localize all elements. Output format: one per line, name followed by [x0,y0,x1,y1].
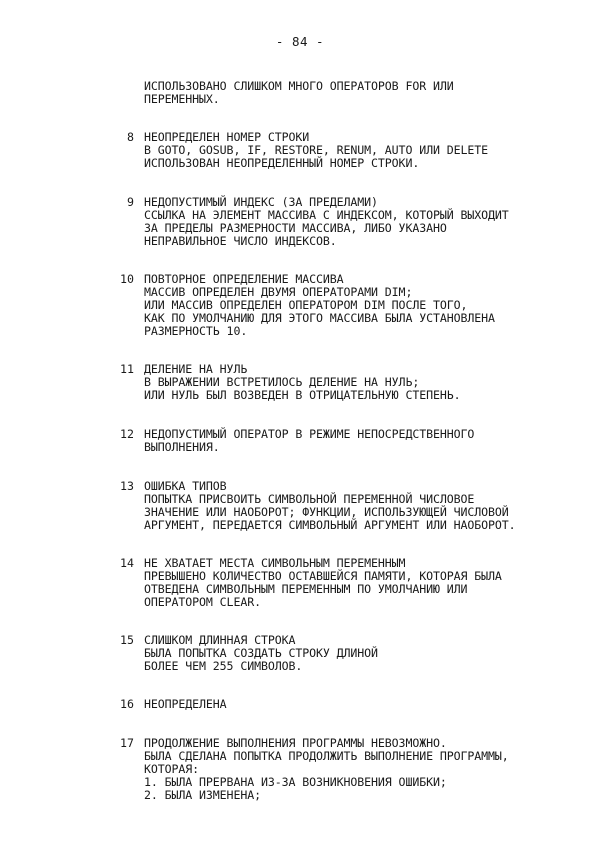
error-desc: ИЛИ МАССИВ ОПРЕДЕЛЕН ОПЕРАТОРОМ DIM ПОСЛЕ ТОГО, [144,298,468,312]
text-line: ИСПОЛЬЗОВАНО СЛИШКОМ МНОГО ОПЕРАТОРОВ FOR ИЛИ [144,79,454,93]
error-desc: ПОПЫТКА ПРИСВОИТЬ СИМВОЛЬНОЙ ПЕРЕМЕННОЙ ЧИСЛОВОЕ [144,492,475,506]
error-title: НЕОПРЕДЕЛЕН НОМЕР СТРОКИ [144,130,310,144]
error-title: НЕДОПУСТИМЫЙ ОПЕРАТОР В РЕЖИМЕ НЕПОСРЕДСТВЕННОГО [144,427,475,441]
error-code: 16 [120,697,134,711]
error-desc: БЫЛА ПОПЫТКА СОЗДАТЬ СТРОКУ ДЛИНОЙ [144,646,378,660]
page-number: - 84 - [275,34,325,49]
error-code: 12 [120,427,134,441]
error-desc: ОТВЕДЕНА СИМВОЛЬНЫМ ПЕРЕМЕННЫМ ПО УМОЛЧАНИЮ ИЛИ [144,582,468,596]
error-desc: НЕПРАВИЛЬНОЕ ЧИСЛО ИНДЕКСОВ. [144,234,337,248]
error-title: НЕОПРЕДЕЛЕНА [144,697,227,711]
error-desc: ССЫЛКА НА ЭЛЕМЕНТ МАССИВА С ИНДЕКСОМ, КОТОРЫЙ ВЫХОДИТ [144,208,509,222]
error-title: НЕ ХВАТАЕТ МЕСТА СИМВОЛЬНЫМ ПЕРЕМЕННЫМ [144,556,406,570]
error-code: 9 [127,195,134,209]
error-code: 11 [120,362,134,376]
error-code: 17 [120,736,134,750]
error-desc: МАССИВ ОПРЕДЕЛЕН ДВУМЯ ОПЕРАТОРАМИ DIM; [144,285,413,299]
error-desc: ПРЕВЫШЕНО КОЛИЧЕСТВО ОСТАВШЕЙСЯ ПАМЯТИ, КОТОРАЯ БЫЛА [144,569,502,583]
error-desc: В GOTO, GOSUB, IF, RESTORE, RENUM, AUTO ИЛИ DELETE [144,143,489,157]
error-desc: В ВЫРАЖЕНИИ ВСТРЕТИЛОСЬ ДЕЛЕНИЕ НА НУЛЬ; [144,375,420,389]
error-desc: ЗНАЧЕНИЕ ИЛИ НАОБОРОТ; ФУНКЦИИ, ИСПОЛЬЗУЮЩЕЙ ЧИСЛОВОЙ [144,505,509,519]
error-title: НЕДОПУСТИМЫЙ ИНДЕКС (ЗА ПРЕДЕЛАМИ) [144,195,378,209]
error-title: ДЕЛЕНИЕ НА НУЛЬ [144,362,248,376]
error-desc: РАЗМЕРНОСТЬ 10. [144,324,248,338]
error-title: ПОВТОРНОЕ ОПРЕДЕЛЕНИЕ МАССИВА [144,272,344,286]
error-desc: ОПЕРАТОРОМ CLEAR. [144,595,261,609]
error-desc: БОЛЕЕ ЧЕМ 255 СИМВОЛОВ. [144,659,303,673]
error-desc: 1. БЫЛА ПРЕРВАНА ИЗ-ЗА ВОЗНИКНОВЕНИЯ ОШИБКИ; [144,775,447,789]
error-title: ПРОДОЛЖЕНИЕ ВЫПОЛНЕНИЯ ПРОГРАММЫ НЕВОЗМОЖНО. [144,736,447,750]
error-desc: БЫЛА СДЕЛАНА ПОПЫТКА ПРОДОЛЖИТЬ ВЫПОЛНЕНИЕ ПРОГРАММЫ, [144,749,509,763]
error-code: 8 [127,130,134,144]
text-line: ПЕРЕМЕННЫХ. [144,92,220,106]
error-title: СЛИШКОМ ДЛИННАЯ СТРОКА [144,633,296,647]
error-desc: ВЫПОЛНЕНИЯ. [144,440,220,454]
error-desc: АРГУМЕНТ, ПЕРЕДАЕТСЯ СИМВОЛЬНЫЙ АРГУМЕНТ ИЛИ НАОБОРОТ. [144,518,516,532]
error-title: ОШИБКА ТИПОВ [144,479,227,493]
error-code: 13 [120,479,134,493]
error-code: 15 [120,633,134,647]
error-desc: ЗА ПРЕДЕЛЫ РАЗМЕРНОСТИ МАССИВА, ЛИБО УКАЗАНО [144,221,447,235]
error-desc: КАК ПО УМОЛЧАНИЮ ДЛЯ ЭТОГО МАССИВА БЫЛА УСТАНОВЛЕНА [144,311,495,325]
error-desc: КОТОРАЯ: [144,762,200,776]
error-desc: ИЛИ НУЛЬ БЫЛ ВОЗВЕДЕН В ОТРИЦАТЕЛЬНУЮ СТЕПЕНЬ. [144,388,461,402]
error-desc: 2. БЫЛА ИЗМЕНЕНА; [144,788,261,802]
error-code: 14 [120,556,134,570]
error-desc: ИСПОЛЬЗОВАН НЕОПРЕДЕЛЕННЫЙ НОМЕР СТРОКИ. [144,156,420,170]
error-code: 10 [120,272,134,286]
